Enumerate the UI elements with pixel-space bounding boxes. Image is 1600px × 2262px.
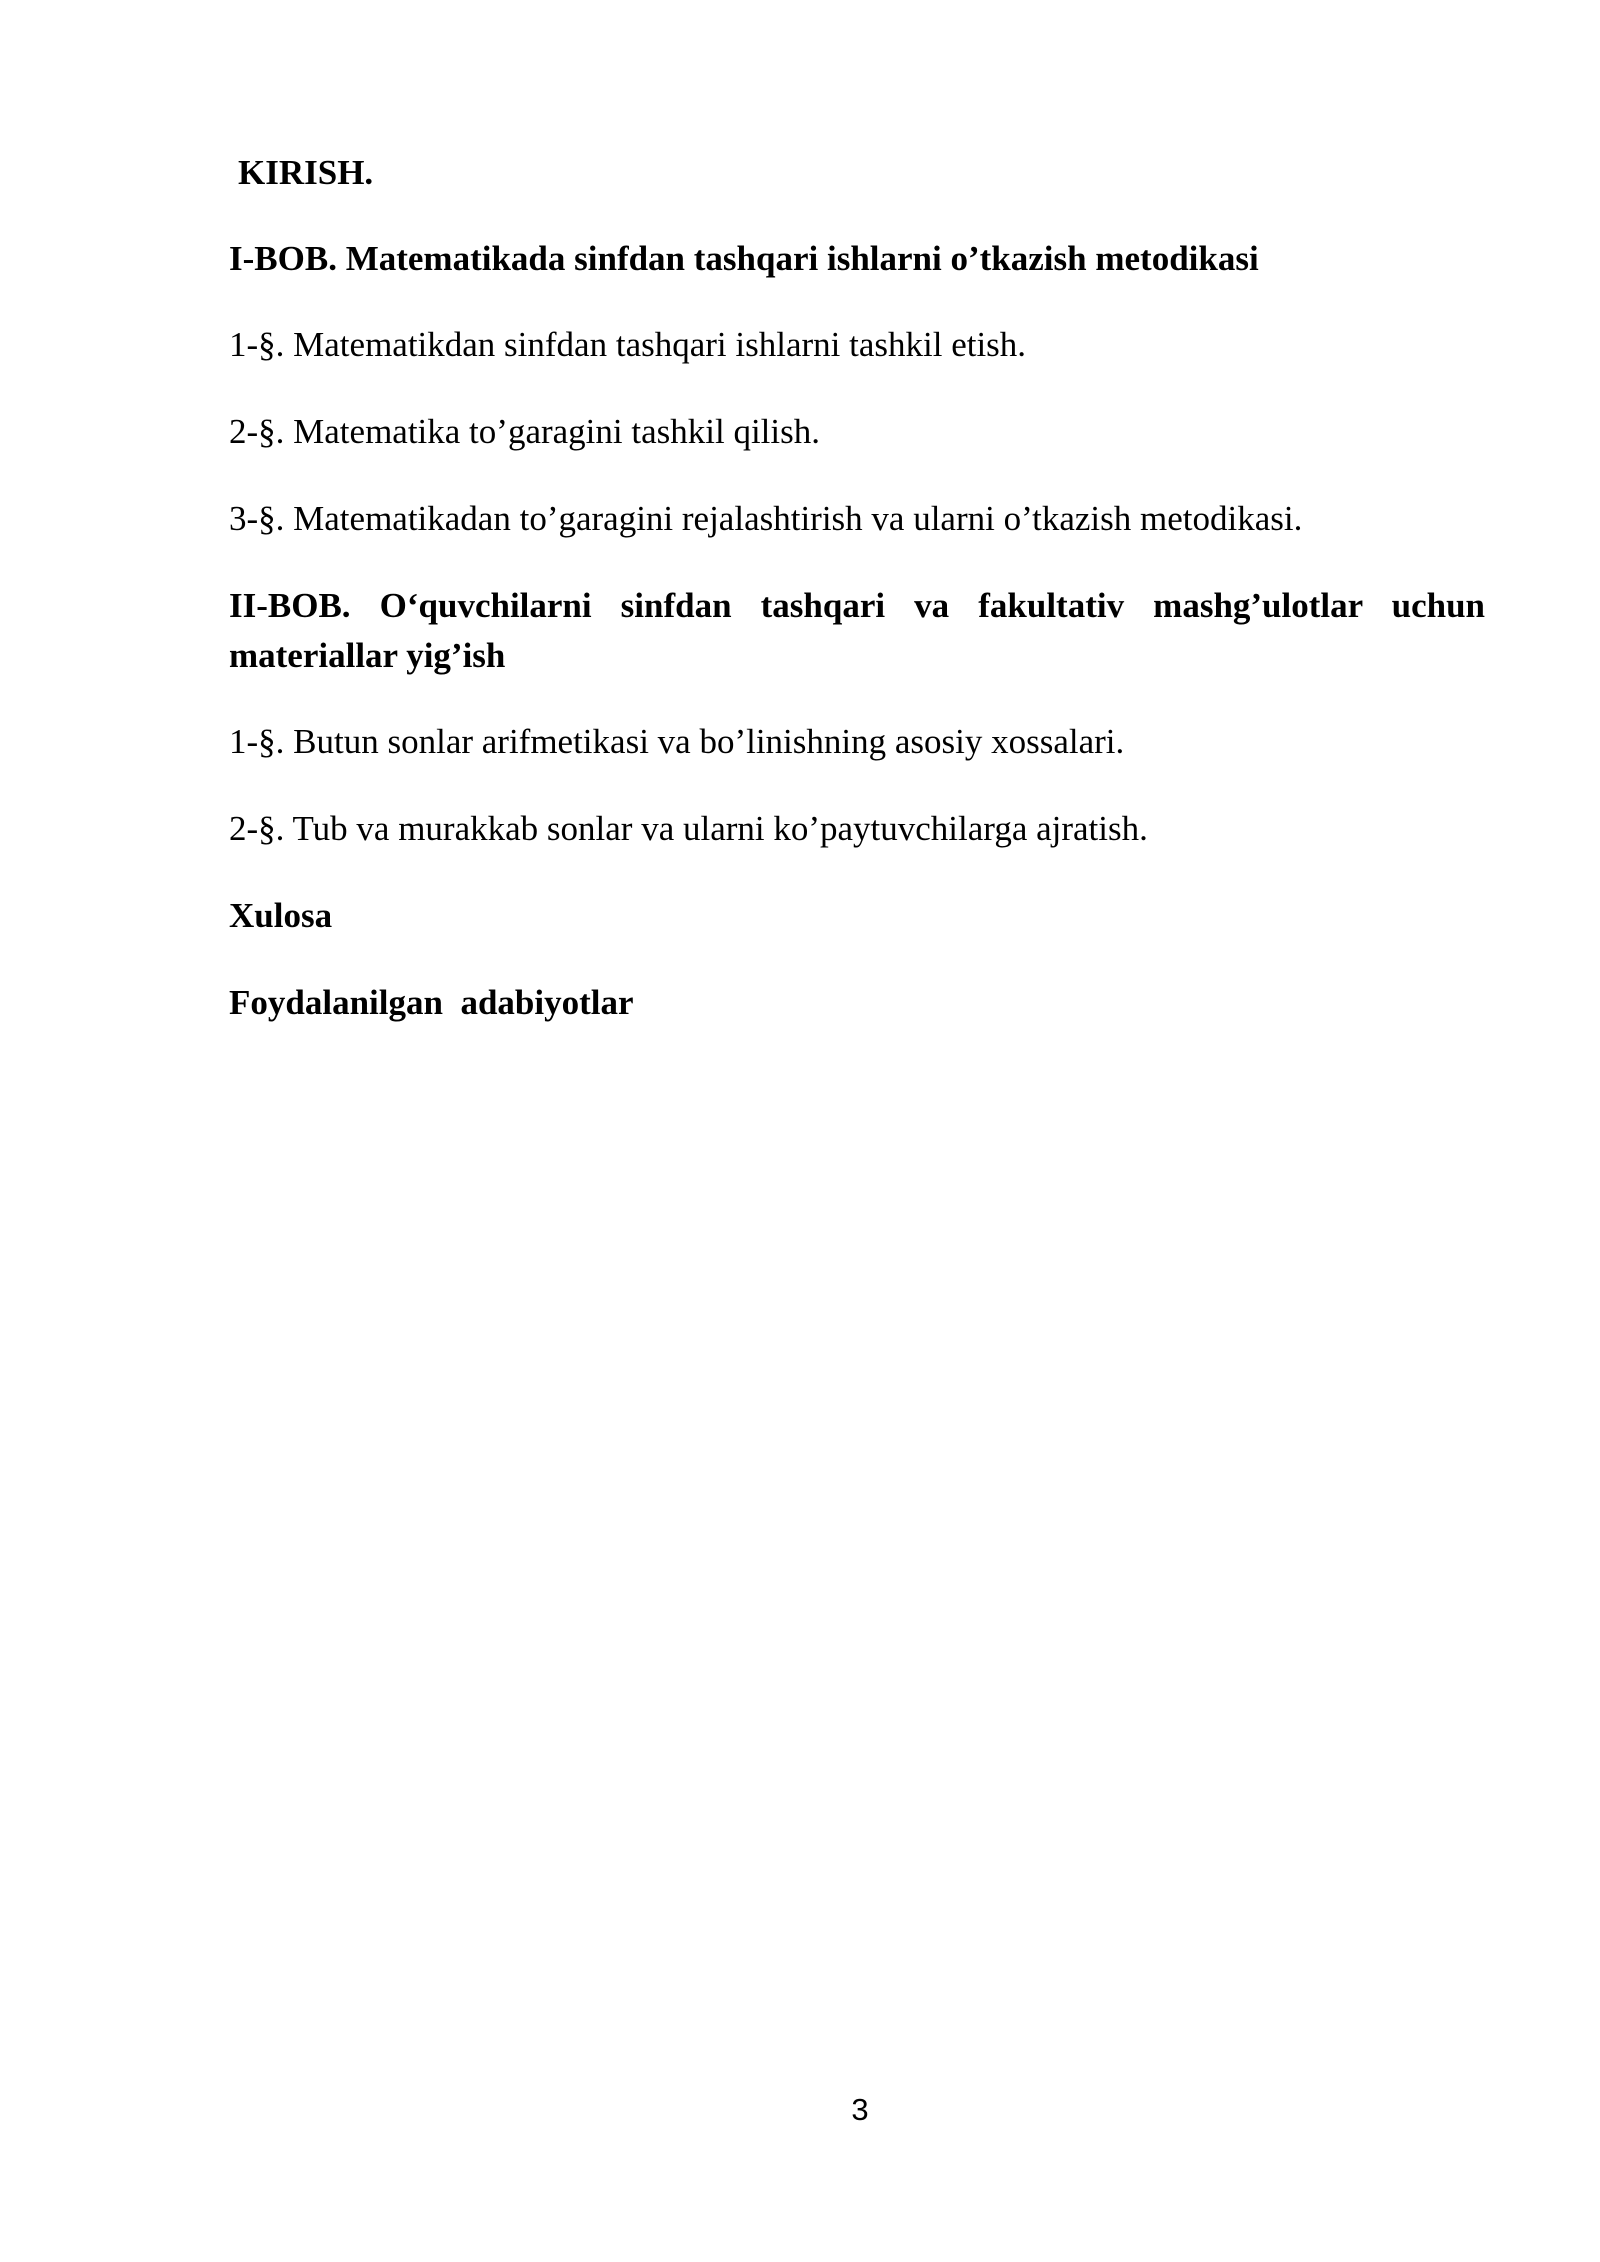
toc-chapter-2-section-2: 2-§. Tub va murakkab sonlar va ularni ko’paytuvchilarga ajratish. <box>229 809 1148 848</box>
table-of-contents <box>229 148 1485 1065</box>
toc-chapter-1-section-2: 2-§. Matematika to’garagini tashkil qilish. <box>229 412 820 451</box>
toc-references: Foydalanilgan adabiyotlar <box>229 983 634 1022</box>
toc-intro: KIRISH. <box>238 153 374 192</box>
toc-chapter-2-section-1: 1-§. Butun sonlar arifmetikasi va bo’linishning asosiy xossalari. <box>229 722 1125 761</box>
toc-chapter-1-section-3: 3-§. Matematikadan to’garagini rejalashtirish va ularni o’tkazish metodikasi. <box>229 499 1303 538</box>
page-number: 3 <box>851 2092 869 2127</box>
toc-chapter-2-title: II-BOB. O‘quvchilarni sinfdan tashqari va fakultativ mashg’ulotlar uchun materiallar yig’ish <box>229 586 1485 675</box>
toc-chapter-1-section-1: 1-§. Matematikdan sinfdan tashqari ishlarni tashkil etish. <box>229 325 1027 364</box>
toc-conclusion: Xulosa <box>229 896 333 935</box>
toc-chapter-1-title: I-BOB. Matematikada sinfdan tashqari ishlarni o’tkazish metodikasi <box>229 239 1259 278</box>
